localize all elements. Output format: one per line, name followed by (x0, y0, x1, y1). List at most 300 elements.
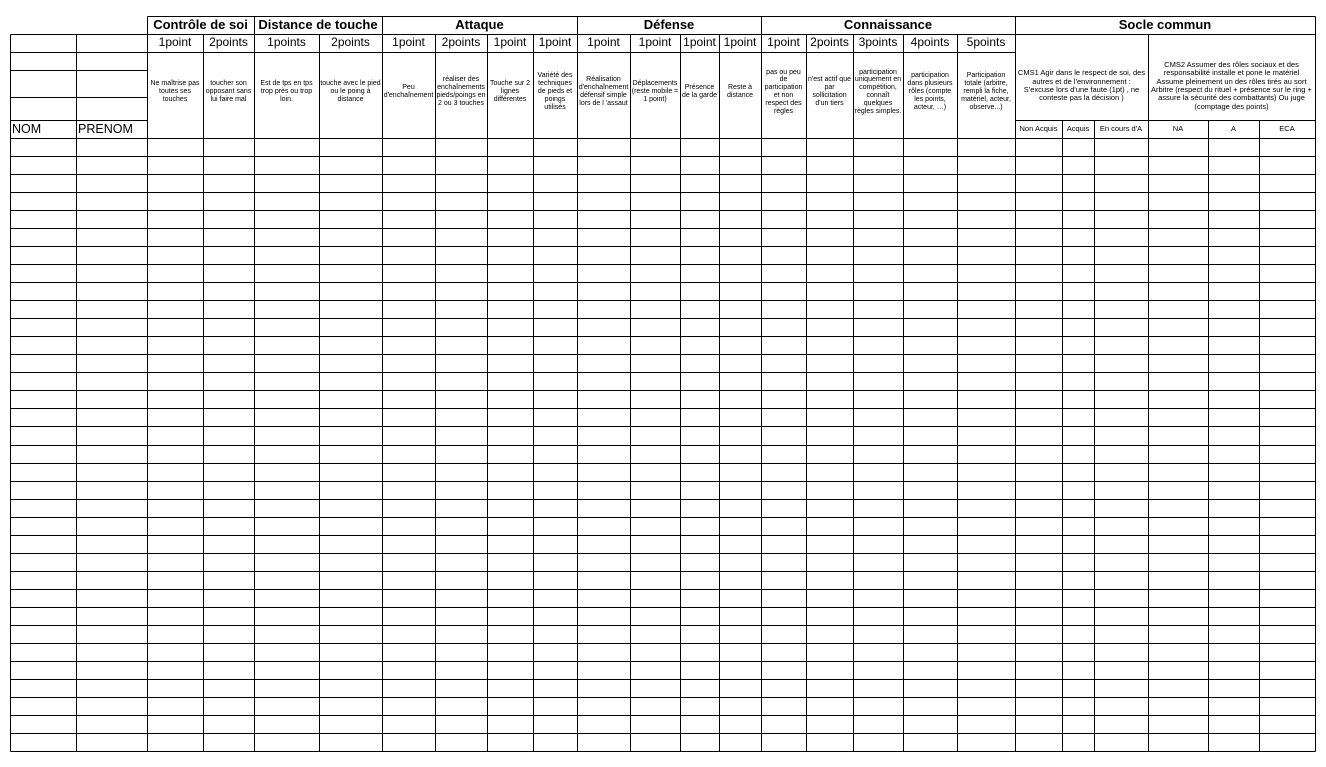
score-cell[interactable] (382, 643, 435, 661)
score-cell[interactable] (382, 318, 435, 336)
score-cell[interactable] (957, 426, 1015, 444)
prenom-cell[interactable] (76, 733, 147, 751)
prenom-cell[interactable] (76, 264, 147, 282)
score-cell[interactable] (1015, 390, 1062, 408)
score-cell[interactable] (903, 282, 957, 300)
score-cell[interactable] (319, 697, 382, 715)
score-cell[interactable] (203, 679, 254, 697)
score-cell[interactable] (487, 589, 533, 607)
score-cell[interactable] (435, 228, 487, 246)
score-cell[interactable] (382, 589, 435, 607)
score-cell[interactable] (1259, 336, 1315, 354)
score-cell[interactable] (1259, 589, 1315, 607)
score-cell[interactable] (577, 372, 630, 390)
score-cell[interactable] (680, 408, 719, 426)
score-cell[interactable] (382, 354, 435, 372)
score-cell[interactable] (533, 174, 577, 192)
score-cell[interactable] (203, 643, 254, 661)
score-cell[interactable] (319, 300, 382, 318)
score-cell[interactable] (1148, 589, 1208, 607)
score-cell[interactable] (680, 138, 719, 156)
score-cell[interactable] (147, 354, 203, 372)
score-cell[interactable] (1062, 246, 1094, 264)
score-cell[interactable] (319, 390, 382, 408)
score-cell[interactable] (1094, 192, 1148, 210)
nom-cell[interactable] (10, 318, 76, 336)
score-cell[interactable] (577, 174, 630, 192)
score-cell[interactable] (319, 408, 382, 426)
prenom-cell[interactable] (76, 192, 147, 210)
score-cell[interactable] (203, 174, 254, 192)
score-cell[interactable] (1259, 138, 1315, 156)
prenom-cell[interactable] (76, 372, 147, 390)
score-cell[interactable] (577, 192, 630, 210)
score-cell[interactable] (1148, 661, 1208, 679)
score-cell[interactable] (680, 390, 719, 408)
score-cell[interactable] (853, 715, 903, 733)
score-cell[interactable] (254, 228, 319, 246)
score-cell[interactable] (680, 607, 719, 625)
score-cell[interactable] (1015, 589, 1062, 607)
score-cell[interactable] (630, 517, 680, 535)
score-cell[interactable] (806, 264, 853, 282)
nom-cell[interactable] (10, 390, 76, 408)
score-cell[interactable] (957, 643, 1015, 661)
score-cell[interactable] (203, 553, 254, 571)
score-cell[interactable] (533, 390, 577, 408)
score-cell[interactable] (147, 697, 203, 715)
score-cell[interactable] (319, 445, 382, 463)
score-cell[interactable] (1062, 354, 1094, 372)
score-cell[interactable] (1094, 499, 1148, 517)
score-cell[interactable] (630, 445, 680, 463)
score-cell[interactable] (254, 138, 319, 156)
score-cell[interactable] (577, 697, 630, 715)
score-cell[interactable] (254, 607, 319, 625)
score-cell[interactable] (319, 282, 382, 300)
score-cell[interactable] (903, 300, 957, 318)
score-cell[interactable] (435, 535, 487, 553)
score-cell[interactable] (1062, 264, 1094, 282)
score-cell[interactable] (577, 517, 630, 535)
score-cell[interactable] (487, 354, 533, 372)
score-cell[interactable] (203, 463, 254, 481)
score-cell[interactable] (1148, 517, 1208, 535)
nom-cell[interactable] (10, 661, 76, 679)
score-cell[interactable] (903, 210, 957, 228)
score-cell[interactable] (1015, 228, 1062, 246)
score-cell[interactable] (957, 318, 1015, 336)
score-cell[interactable] (903, 246, 957, 264)
score-cell[interactable] (957, 336, 1015, 354)
score-cell[interactable] (577, 535, 630, 553)
score-cell[interactable] (577, 589, 630, 607)
score-cell[interactable] (1094, 408, 1148, 426)
score-cell[interactable] (1062, 138, 1094, 156)
score-cell[interactable] (1148, 192, 1208, 210)
nom-cell[interactable] (10, 733, 76, 751)
score-cell[interactable] (1094, 336, 1148, 354)
score-cell[interactable] (1062, 571, 1094, 589)
prenom-cell[interactable] (76, 553, 147, 571)
score-cell[interactable] (382, 481, 435, 499)
score-cell[interactable] (853, 426, 903, 444)
score-cell[interactable] (254, 589, 319, 607)
score-cell[interactable] (319, 354, 382, 372)
nom-cell[interactable] (10, 210, 76, 228)
score-cell[interactable] (1094, 643, 1148, 661)
score-cell[interactable] (254, 535, 319, 553)
score-cell[interactable] (957, 481, 1015, 499)
score-cell[interactable] (719, 318, 761, 336)
prenom-cell[interactable] (76, 246, 147, 264)
score-cell[interactable] (1062, 300, 1094, 318)
score-cell[interactable] (806, 192, 853, 210)
score-cell[interactable] (382, 625, 435, 643)
score-cell[interactable] (254, 463, 319, 481)
score-cell[interactable] (487, 372, 533, 390)
score-cell[interactable] (533, 426, 577, 444)
score-cell[interactable] (1259, 264, 1315, 282)
score-cell[interactable] (382, 426, 435, 444)
score-cell[interactable] (1015, 426, 1062, 444)
score-cell[interactable] (853, 697, 903, 715)
score-cell[interactable] (853, 390, 903, 408)
score-cell[interactable] (254, 715, 319, 733)
score-cell[interactable] (147, 426, 203, 444)
score-cell[interactable] (1094, 607, 1148, 625)
score-cell[interactable] (761, 282, 806, 300)
score-cell[interactable] (577, 643, 630, 661)
score-cell[interactable] (719, 625, 761, 643)
score-cell[interactable] (1208, 282, 1259, 300)
score-cell[interactable] (853, 625, 903, 643)
score-cell[interactable] (1259, 715, 1315, 733)
score-cell[interactable] (319, 138, 382, 156)
score-cell[interactable] (1208, 318, 1259, 336)
score-cell[interactable] (1208, 228, 1259, 246)
score-cell[interactable] (1094, 210, 1148, 228)
score-cell[interactable] (382, 535, 435, 553)
score-cell[interactable] (680, 697, 719, 715)
score-cell[interactable] (853, 463, 903, 481)
nom-cell[interactable] (10, 499, 76, 517)
score-cell[interactable] (957, 535, 1015, 553)
score-cell[interactable] (203, 192, 254, 210)
score-cell[interactable] (254, 336, 319, 354)
score-cell[interactable] (903, 390, 957, 408)
score-cell[interactable] (487, 192, 533, 210)
score-cell[interactable] (719, 408, 761, 426)
score-cell[interactable] (1259, 679, 1315, 697)
score-cell[interactable] (435, 481, 487, 499)
score-cell[interactable] (147, 138, 203, 156)
prenom-cell[interactable] (76, 318, 147, 336)
score-cell[interactable] (806, 661, 853, 679)
score-cell[interactable] (533, 661, 577, 679)
score-cell[interactable] (1094, 318, 1148, 336)
score-cell[interactable] (382, 210, 435, 228)
score-cell[interactable] (254, 372, 319, 390)
score-cell[interactable] (1062, 192, 1094, 210)
score-cell[interactable] (147, 499, 203, 517)
prenom-cell[interactable] (76, 300, 147, 318)
score-cell[interactable] (680, 535, 719, 553)
score-cell[interactable] (806, 445, 853, 463)
score-cell[interactable] (1094, 715, 1148, 733)
score-cell[interactable] (853, 318, 903, 336)
score-cell[interactable] (1259, 535, 1315, 553)
score-cell[interactable] (1148, 535, 1208, 553)
score-cell[interactable] (1259, 517, 1315, 535)
score-cell[interactable] (147, 156, 203, 174)
score-cell[interactable] (1259, 607, 1315, 625)
score-cell[interactable] (577, 463, 630, 481)
score-cell[interactable] (1094, 282, 1148, 300)
score-cell[interactable] (680, 625, 719, 643)
score-cell[interactable] (203, 246, 254, 264)
score-cell[interactable] (1259, 625, 1315, 643)
score-cell[interactable] (761, 390, 806, 408)
score-cell[interactable] (1208, 589, 1259, 607)
score-cell[interactable] (853, 589, 903, 607)
score-cell[interactable] (630, 426, 680, 444)
score-cell[interactable] (903, 643, 957, 661)
score-cell[interactable] (203, 733, 254, 751)
score-cell[interactable] (903, 553, 957, 571)
score-cell[interactable] (147, 174, 203, 192)
score-cell[interactable] (577, 499, 630, 517)
score-cell[interactable] (719, 390, 761, 408)
nom-cell[interactable] (10, 174, 76, 192)
score-cell[interactable] (147, 336, 203, 354)
score-cell[interactable] (1208, 264, 1259, 282)
score-cell[interactable] (806, 372, 853, 390)
prenom-cell[interactable] (76, 607, 147, 625)
score-cell[interactable] (806, 697, 853, 715)
score-cell[interactable] (630, 463, 680, 481)
score-cell[interactable] (203, 372, 254, 390)
score-cell[interactable] (853, 517, 903, 535)
score-cell[interactable] (806, 336, 853, 354)
score-cell[interactable] (577, 408, 630, 426)
score-cell[interactable] (761, 697, 806, 715)
score-cell[interactable] (254, 264, 319, 282)
score-cell[interactable] (1148, 553, 1208, 571)
score-cell[interactable] (435, 390, 487, 408)
score-cell[interactable] (957, 390, 1015, 408)
score-cell[interactable] (382, 192, 435, 210)
score-cell[interactable] (1208, 174, 1259, 192)
score-cell[interactable] (147, 553, 203, 571)
score-cell[interactable] (533, 517, 577, 535)
nom-cell[interactable] (10, 571, 76, 589)
score-cell[interactable] (680, 589, 719, 607)
score-cell[interactable] (319, 535, 382, 553)
score-cell[interactable] (630, 264, 680, 282)
score-cell[interactable] (254, 643, 319, 661)
score-cell[interactable] (719, 336, 761, 354)
score-cell[interactable] (1208, 463, 1259, 481)
score-cell[interactable] (487, 535, 533, 553)
score-cell[interactable] (203, 390, 254, 408)
score-cell[interactable] (1208, 210, 1259, 228)
score-cell[interactable] (1259, 408, 1315, 426)
score-cell[interactable] (533, 138, 577, 156)
score-cell[interactable] (382, 300, 435, 318)
score-cell[interactable] (1094, 426, 1148, 444)
score-cell[interactable] (254, 733, 319, 751)
score-cell[interactable] (533, 679, 577, 697)
score-cell[interactable] (254, 661, 319, 679)
score-cell[interactable] (903, 138, 957, 156)
score-cell[interactable] (203, 264, 254, 282)
score-cell[interactable] (853, 481, 903, 499)
prenom-cell[interactable] (76, 643, 147, 661)
score-cell[interactable] (147, 300, 203, 318)
score-cell[interactable] (1094, 661, 1148, 679)
score-cell[interactable] (147, 408, 203, 426)
score-cell[interactable] (1259, 174, 1315, 192)
score-cell[interactable] (630, 228, 680, 246)
score-cell[interactable] (487, 156, 533, 174)
score-cell[interactable] (1015, 733, 1062, 751)
score-cell[interactable] (1062, 210, 1094, 228)
score-cell[interactable] (761, 156, 806, 174)
nom-cell[interactable] (10, 192, 76, 210)
score-cell[interactable] (254, 445, 319, 463)
score-cell[interactable] (1015, 300, 1062, 318)
score-cell[interactable] (1148, 138, 1208, 156)
score-cell[interactable] (903, 192, 957, 210)
score-cell[interactable] (680, 481, 719, 499)
score-cell[interactable] (487, 661, 533, 679)
score-cell[interactable] (719, 715, 761, 733)
score-cell[interactable] (806, 715, 853, 733)
score-cell[interactable] (1062, 408, 1094, 426)
score-cell[interactable] (806, 408, 853, 426)
score-cell[interactable] (1015, 499, 1062, 517)
score-cell[interactable] (435, 715, 487, 733)
score-cell[interactable] (319, 625, 382, 643)
score-cell[interactable] (1094, 445, 1148, 463)
score-cell[interactable] (254, 408, 319, 426)
score-cell[interactable] (957, 354, 1015, 372)
score-cell[interactable] (1094, 697, 1148, 715)
score-cell[interactable] (630, 679, 680, 697)
score-cell[interactable] (577, 282, 630, 300)
score-cell[interactable] (435, 282, 487, 300)
score-cell[interactable] (254, 517, 319, 535)
score-cell[interactable] (1259, 390, 1315, 408)
score-cell[interactable] (806, 589, 853, 607)
score-cell[interactable] (630, 300, 680, 318)
score-cell[interactable] (487, 264, 533, 282)
score-cell[interactable] (1148, 679, 1208, 697)
score-cell[interactable] (435, 463, 487, 481)
score-cell[interactable] (1094, 733, 1148, 751)
score-cell[interactable] (761, 300, 806, 318)
score-cell[interactable] (957, 300, 1015, 318)
nom-cell[interactable] (10, 697, 76, 715)
score-cell[interactable] (1094, 246, 1148, 264)
score-cell[interactable] (533, 192, 577, 210)
score-cell[interactable] (806, 300, 853, 318)
score-cell[interactable] (319, 715, 382, 733)
score-cell[interactable] (806, 481, 853, 499)
score-cell[interactable] (435, 499, 487, 517)
score-cell[interactable] (487, 553, 533, 571)
score-cell[interactable] (1062, 426, 1094, 444)
nom-cell[interactable] (10, 589, 76, 607)
score-cell[interactable] (957, 715, 1015, 733)
score-cell[interactable] (1015, 697, 1062, 715)
score-cell[interactable] (806, 426, 853, 444)
score-cell[interactable] (680, 715, 719, 733)
score-cell[interactable] (577, 571, 630, 589)
score-cell[interactable] (1015, 625, 1062, 643)
prenom-cell[interactable] (76, 715, 147, 733)
score-cell[interactable] (903, 625, 957, 643)
score-cell[interactable] (1062, 607, 1094, 625)
score-cell[interactable] (147, 679, 203, 697)
score-cell[interactable] (1208, 426, 1259, 444)
score-cell[interactable] (719, 228, 761, 246)
score-cell[interactable] (487, 607, 533, 625)
score-cell[interactable] (533, 499, 577, 517)
score-cell[interactable] (254, 282, 319, 300)
score-cell[interactable] (147, 264, 203, 282)
score-cell[interactable] (147, 282, 203, 300)
score-cell[interactable] (577, 445, 630, 463)
score-cell[interactable] (1015, 210, 1062, 228)
score-cell[interactable] (382, 372, 435, 390)
score-cell[interactable] (382, 571, 435, 589)
score-cell[interactable] (203, 697, 254, 715)
score-cell[interactable] (1148, 300, 1208, 318)
score-cell[interactable] (957, 192, 1015, 210)
score-cell[interactable] (853, 607, 903, 625)
prenom-cell[interactable] (76, 282, 147, 300)
score-cell[interactable] (1094, 228, 1148, 246)
score-cell[interactable] (630, 625, 680, 643)
score-cell[interactable] (719, 138, 761, 156)
score-cell[interactable] (435, 661, 487, 679)
score-cell[interactable] (254, 300, 319, 318)
score-cell[interactable] (577, 156, 630, 174)
score-cell[interactable] (903, 517, 957, 535)
score-cell[interactable] (853, 210, 903, 228)
score-cell[interactable] (680, 553, 719, 571)
prenom-cell[interactable] (76, 463, 147, 481)
score-cell[interactable] (1208, 697, 1259, 715)
score-cell[interactable] (1094, 156, 1148, 174)
score-cell[interactable] (1259, 372, 1315, 390)
nom-cell[interactable] (10, 445, 76, 463)
score-cell[interactable] (435, 354, 487, 372)
score-cell[interactable] (903, 589, 957, 607)
score-cell[interactable] (1062, 481, 1094, 499)
score-cell[interactable] (680, 192, 719, 210)
score-cell[interactable] (147, 246, 203, 264)
score-cell[interactable] (1015, 679, 1062, 697)
score-cell[interactable] (903, 426, 957, 444)
score-cell[interactable] (577, 264, 630, 282)
score-cell[interactable] (761, 607, 806, 625)
score-cell[interactable] (680, 300, 719, 318)
score-cell[interactable] (1062, 372, 1094, 390)
score-cell[interactable] (319, 336, 382, 354)
